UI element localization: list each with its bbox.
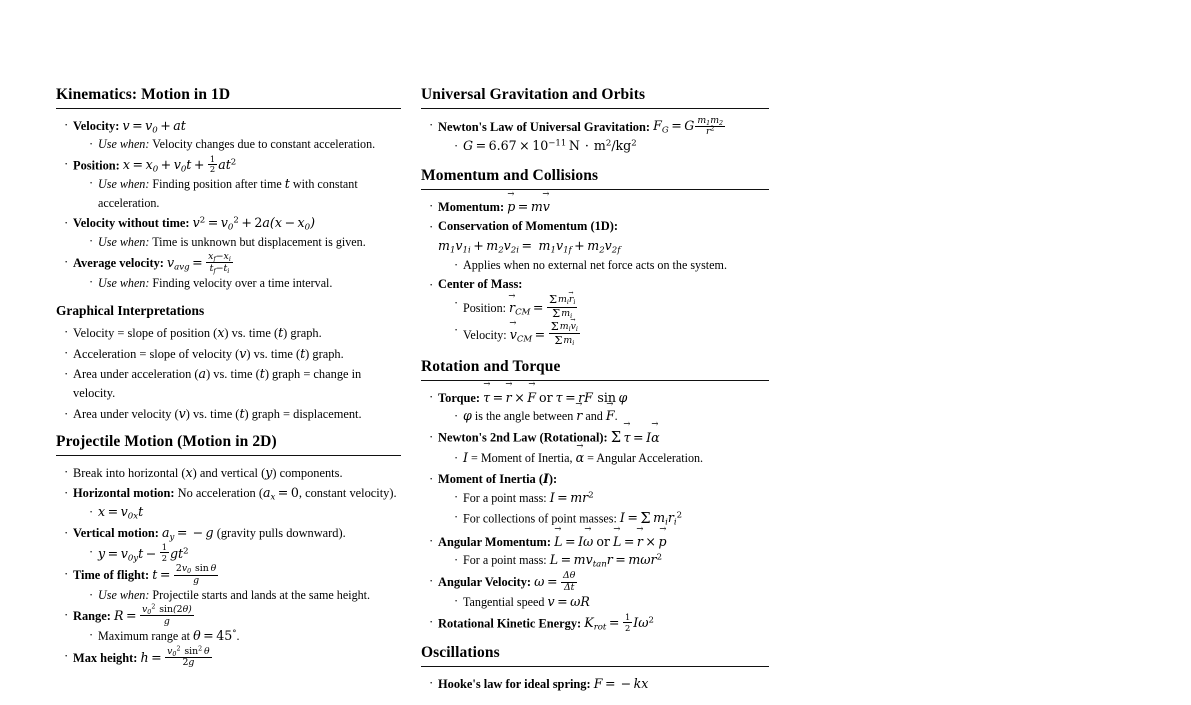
formula-ax-zero: $a_x = 0$ [262, 485, 299, 503]
section-divider [421, 666, 769, 667]
sublist [73, 627, 401, 646]
section-heading-projectile: Projectile Motion (Motion in 2D) [56, 433, 277, 450]
symbol-x: x [217, 324, 225, 340]
formula-x-horizontal: $x = v_{0x}t$ [98, 504, 144, 522]
sublist [438, 256, 769, 274]
formula-newton-rotational: Σ τ → = Iα → [611, 430, 660, 445]
list-item [64, 564, 401, 604]
list-item [89, 543, 401, 563]
sublist [73, 135, 401, 153]
rotation-list [421, 388, 769, 634]
section-divider [56, 108, 401, 109]
list-item: · Maximum range at θ = 45°. [89, 627, 401, 646]
section-rotation-torque [421, 358, 769, 633]
use-when-text: Finding velocity over a time interval. [152, 275, 333, 290]
use-when-label: Use when: [98, 137, 150, 152]
formula-theta-45: θ = 45° [193, 627, 237, 643]
list-item [454, 551, 769, 570]
symbol-t: t [300, 345, 306, 361]
symbol-phi: φ [463, 408, 472, 424]
text-fragment: ) vs. time ( [206, 367, 260, 382]
symbol-I: I [542, 471, 549, 487]
sublist [73, 175, 401, 212]
symbol-alpha-vector: α → [576, 450, 585, 465]
list-item [429, 116, 769, 156]
formula-time-of-flight: t = $\frac{2v_0 \sin \theta}{g}$ [152, 563, 217, 587]
gravitation-list [421, 116, 769, 156]
section-momentum-collisions [421, 167, 769, 347]
projectile-list [56, 463, 401, 669]
sublist [73, 586, 401, 604]
list-item [454, 256, 769, 274]
text-fragment: ) graph = displacement. [244, 407, 362, 422]
item-label: Newton's Law of Universal Gravitation: [438, 119, 651, 134]
symbol-v: v [178, 406, 186, 422]
note-text: Applies when no external net force acts on the system. [463, 258, 727, 273]
formula-hookes-law: F = − kx [593, 675, 649, 691]
sublist [438, 449, 769, 468]
formula-rotational-ke: $K_{rot}$ = $\frac{1}{2}$ $I\omega^2$ [584, 611, 654, 633]
item-label: Horizontal motion: [73, 486, 175, 501]
symbol-t: t [259, 366, 265, 382]
list-item [429, 197, 769, 217]
list-item [64, 155, 401, 212]
list-item [64, 463, 401, 483]
item-label: Average velocity: [73, 255, 164, 270]
item-label: Rotational Kinetic Energy: [438, 616, 582, 631]
formula-momentum: p → = mv → [507, 199, 550, 214]
use-when-label: Use when: [98, 176, 150, 191]
use-when-label: Use when: [98, 588, 150, 603]
list-item [454, 321, 769, 347]
sublist [438, 294, 769, 347]
section-heading-oscillations: Oscillations [421, 644, 500, 662]
section-divider [421, 108, 769, 109]
list-item [454, 449, 769, 468]
section-kinematics [56, 86, 401, 292]
subsection-heading-graphical: Graphical Interpretations [56, 302, 205, 318]
section-heading-rotation: Rotation and Torque [421, 357, 561, 375]
list-item [89, 503, 401, 522]
kinematics-list [56, 116, 401, 292]
formula-y-vertical: $y = v_{0y}t$ − $\frac{1}{2}$ $gt^2$ [98, 542, 189, 563]
sublist [73, 274, 401, 292]
item-label: Conservation of Momentum (1D): [438, 219, 618, 234]
item-label: Torque: [438, 390, 481, 405]
formula-conservation-momentum: $m_1v_{1i} + m_2v_{2i} = m_1v_{1f} + m_2v_{2f}$ [438, 238, 621, 256]
item-label: Hooke's law for ideal spring: [438, 676, 591, 691]
list-item [429, 469, 769, 530]
section-divider [421, 189, 769, 190]
item-label: Velocity without time: [73, 216, 190, 231]
formula-angular-momentum-point: $L = mv_{tan}r = m\omega r^2$ [549, 552, 663, 570]
graphical-list [56, 323, 401, 424]
list-item [64, 605, 401, 645]
text-fragment: Acceleration = slope of velocity ( [73, 346, 240, 361]
list-item [429, 388, 769, 427]
formula-angular-momentum: L → = Iω → or L → = r → × p → [554, 534, 666, 549]
list-item [64, 252, 401, 292]
list-item [64, 116, 401, 154]
list-item [89, 175, 401, 212]
use-when-label: Use when: [98, 275, 150, 290]
two-column-layout [56, 86, 1135, 705]
section-projectile-motion [56, 433, 401, 668]
symbol-v: v [239, 345, 247, 361]
list-item [429, 275, 769, 347]
list-item [89, 586, 401, 604]
formula-tangential-speed: v = ωR [547, 593, 590, 609]
list-item [64, 523, 401, 563]
list-item [429, 571, 769, 611]
use-when-text: Velocity changes due to constant acceleration. [152, 137, 376, 152]
item-label: Position: [73, 158, 120, 173]
section-heading-kinematics: Kinematics: Motion in 1D [56, 86, 231, 103]
symbol-I: I [463, 450, 468, 466]
formula-inertia-point-mass: $I = mr^2$ [549, 489, 594, 505]
formula-gravitation: $F_G = G$ $\frac{m_1m_2}{r^2}$ [653, 114, 724, 138]
item-label: Momentum: [438, 199, 505, 214]
text-fragment: and [585, 409, 603, 424]
text-fragment: ) components. [272, 465, 343, 480]
item-label: Velocity: [73, 118, 120, 133]
right-column [421, 86, 769, 705]
symbol-y: y [265, 464, 273, 480]
cm-velocity-label: Velocity: [463, 328, 507, 343]
formula-average-velocity: $v_{avg}$ = $\frac{x_f-x_i}{t_f-t_i}$ [167, 251, 231, 275]
oscillations-list [421, 674, 769, 694]
list-item [89, 135, 401, 153]
text-fragment: Break into horizontal ( [73, 465, 186, 480]
item-label: Newton's 2nd Law (Rotational): [438, 430, 608, 445]
item-label: Time of flight: [73, 568, 150, 583]
text-fragment: No acceleration ( [177, 486, 263, 501]
list-item [64, 364, 401, 403]
list-item: · φ is the angle between r → and F →. [454, 407, 769, 426]
symbol-t: t [278, 324, 284, 340]
section-divider [56, 455, 401, 456]
left-column [56, 86, 401, 679]
list-item [89, 274, 401, 292]
item-label: Vertical motion: [73, 526, 159, 541]
formula-range: R = $\frac{v_0^2 \sin(2\theta)}{g}$ [113, 603, 192, 627]
use-when-text-a: Finding position after time [152, 176, 282, 191]
symbol-t: t [284, 175, 290, 191]
symbol-t: t [239, 406, 245, 422]
use-when-text-b: with constant acceleration. [98, 176, 358, 210]
formula-position: $x = x_0 + v_0t$ + $\frac{1}{2}$ $at^2$ [122, 153, 237, 175]
item-label: Angular Momentum: [438, 534, 552, 549]
section-graphical-interpretations [56, 303, 401, 424]
formula-cm-position: $r \to_{CM}$ = $\frac{\Sigma m_ir \to_i}{\Sigma m_i}$ [509, 300, 578, 315]
list-item [454, 509, 769, 531]
symbol-r-vector: r → [576, 408, 582, 423]
sublist [73, 503, 401, 522]
sublist [73, 543, 401, 563]
list-item [454, 137, 769, 156]
formula-G-constant: $G = 6.67 \times 10^{-11}$ $N \cdot m^2/kg^2$ [463, 138, 637, 154]
formula-inertia-collection: I = Σ $m_ir_i^2$ [619, 510, 683, 528]
section-universal-gravitation [421, 86, 769, 156]
use-when-text: Projectile starts and lands at the same height. [152, 588, 371, 603]
section-heading-gravitation: Universal Gravitation and Orbits [421, 86, 646, 103]
sublist [438, 551, 769, 570]
symbol-F-vector: F → [606, 408, 615, 423]
symbol-x: x [185, 464, 193, 480]
text-fragment: is the angle between [474, 409, 574, 424]
sublist [438, 407, 769, 426]
text-fragment: Maximum range at [98, 628, 191, 643]
item-label: Angular Velocity: [438, 575, 532, 590]
list-item [429, 427, 769, 468]
text-fragment: ) vs. time ( [246, 346, 301, 361]
list-item [64, 483, 401, 522]
use-when-label: Use when: [98, 234, 150, 249]
text-fragment: = Moment of Inertia, [471, 451, 573, 466]
list-item [89, 233, 401, 251]
formula-velocity-no-time: $v^2 = v_0^2 + 2a(x - x_0)$ [192, 215, 315, 233]
section-oscillations [421, 644, 769, 693]
label-part: Moment of Inertia ( [438, 472, 543, 487]
sublist [438, 137, 769, 156]
list-item [64, 404, 401, 424]
sublist [438, 489, 769, 531]
text-fragment: Velocity = slope of position ( [73, 325, 218, 340]
list-item [454, 593, 769, 612]
item-label: Max height: [73, 650, 138, 665]
text-fragment: ) and vertical ( [192, 465, 266, 480]
use-when-text: Time is unknown but displacement is given. [152, 234, 366, 249]
cm-position-label: Position: [463, 301, 507, 316]
text-fragment: For collections of point masses: [463, 511, 617, 526]
formula-velocity: $v = v_0$ + at [122, 117, 186, 135]
list-item [454, 294, 769, 320]
item-label: Center of Mass: [438, 277, 523, 292]
text-fragment: ) vs. time ( [185, 407, 240, 422]
list-item [429, 217, 769, 274]
text-fragment: For a point mass: [463, 490, 547, 505]
formula-torque: τ → = r → × F → or τ = rF sin φ [483, 390, 627, 405]
list-item [429, 532, 769, 571]
formula-cm-velocity: $v \to_{CM}$ = $\frac{\Sigma m_iv \to_i}{\Sigma m_i}$ [510, 327, 581, 342]
list-item [64, 323, 401, 343]
item-label [438, 472, 557, 486]
formula-angular-velocity: ω = $\frac{\Delta\theta}{\Delta t}$ [534, 570, 576, 594]
list-item [429, 674, 769, 694]
sublist [438, 593, 769, 612]
formula-ay: $a_y$ = − g [162, 525, 214, 543]
text-fragment: ) graph. [283, 325, 322, 340]
list-item [454, 489, 769, 508]
symbol-a: a [198, 366, 207, 382]
text-fragment: Area under acceleration ( [73, 367, 199, 382]
text-fragment: ) graph. [305, 346, 344, 361]
section-heading-momentum: Momentum and Collisions [421, 167, 599, 185]
text-fragment: = Angular Acceleration. [587, 451, 704, 466]
text-fragment: (gravity pulls downward). [216, 526, 346, 541]
text-fragment: , constant velocity). [298, 486, 397, 501]
section-divider [421, 380, 769, 381]
sublist [73, 233, 401, 251]
text-fragment: Tangential speed [463, 594, 545, 609]
list-item [64, 647, 401, 669]
text-fragment: ) graph = change in velocity. [73, 367, 362, 401]
list-item [64, 213, 401, 251]
list-item [429, 613, 769, 633]
list-item [64, 344, 401, 364]
item-label: Range: [73, 609, 111, 624]
label-part: ): [548, 472, 558, 487]
momentum-list [421, 197, 769, 347]
text-fragment: For a point mass: [463, 553, 547, 568]
text-fragment: ) vs. time ( [224, 325, 279, 340]
formula-max-height: h = $\frac{v_0^2 \sin^2 \theta}{2g}$ [140, 645, 210, 669]
text-fragment: Area under velocity ( [73, 407, 179, 422]
